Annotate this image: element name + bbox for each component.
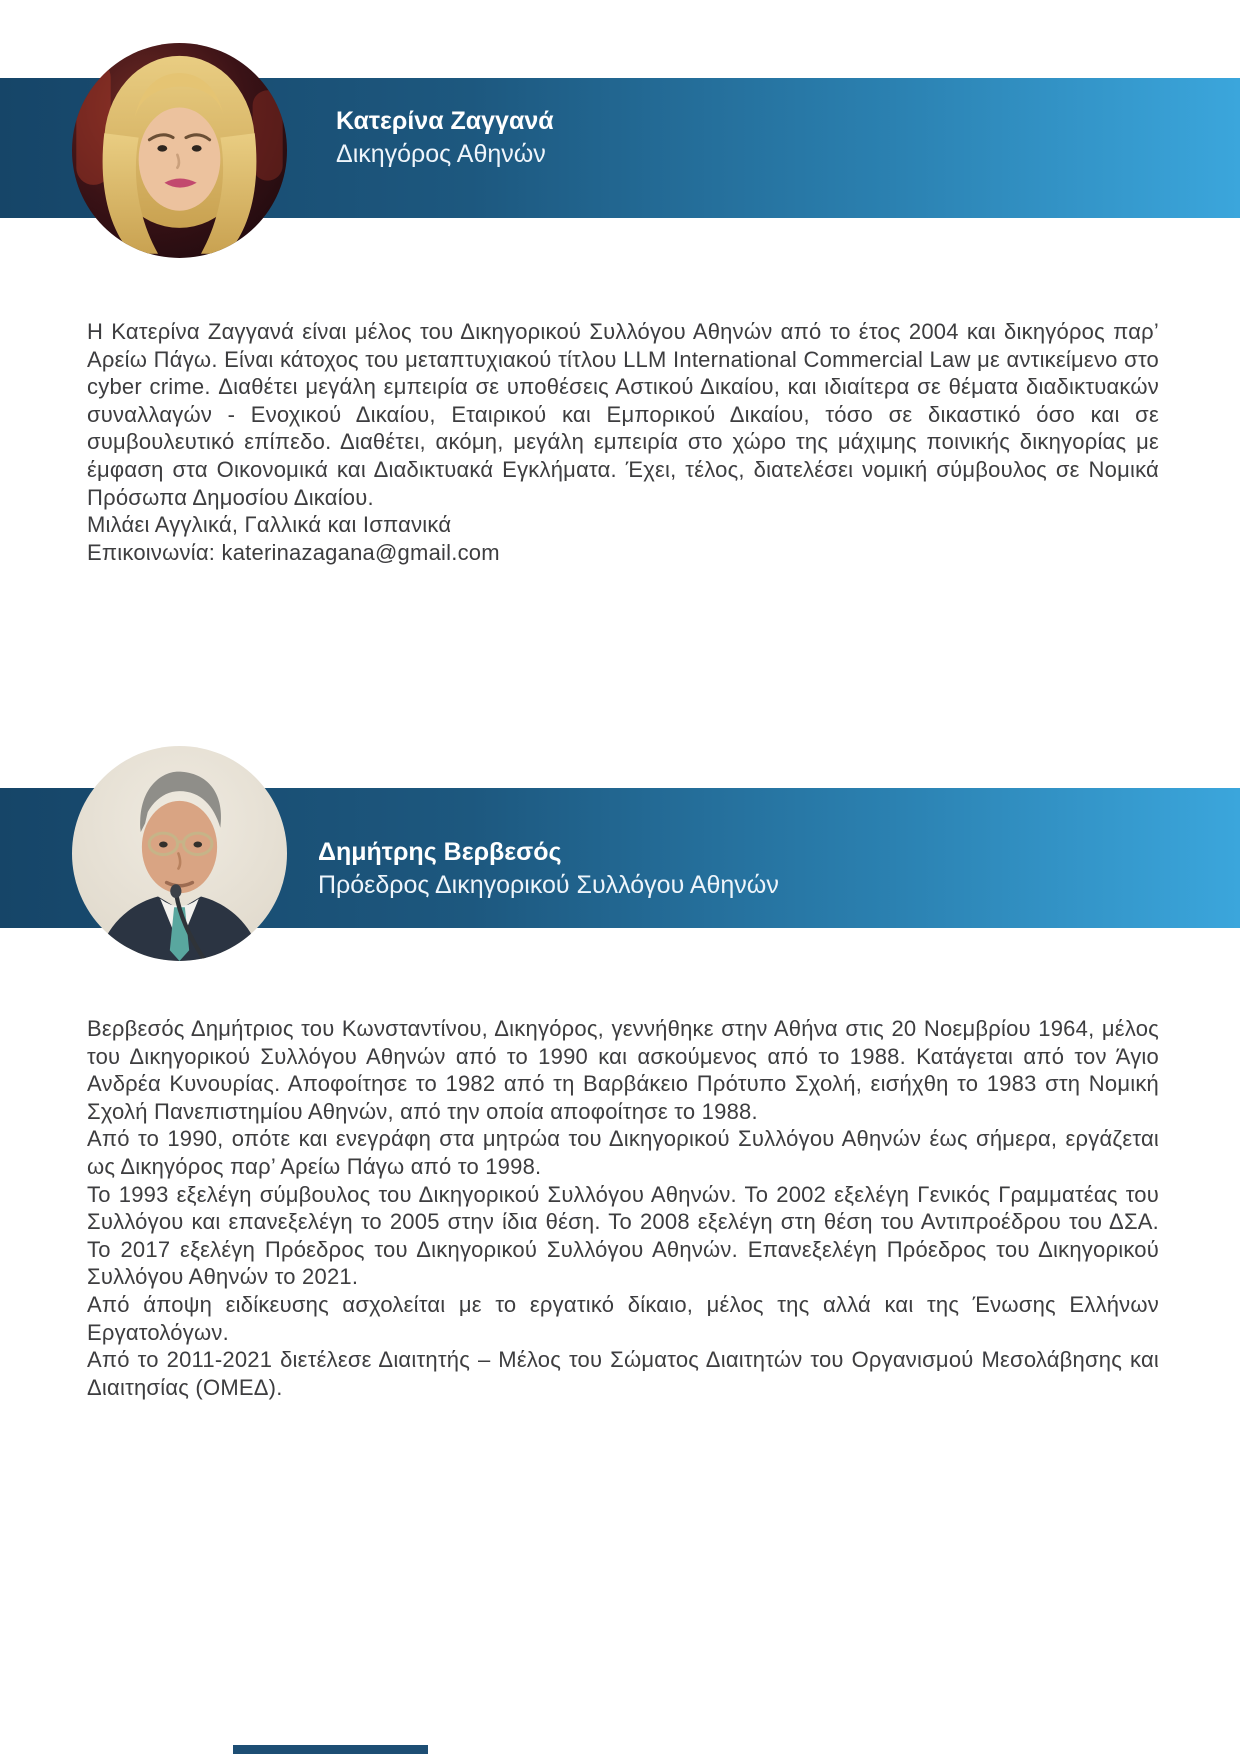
contact-email-link[interactable]: katerinazagana@gmail.com (221, 539, 500, 565)
contact-label: Επικοινωνία: (87, 539, 216, 565)
page-bottom-banner-fragment (233, 1745, 428, 1754)
bio-paragraph: Το 1993 εξελέγη σύμβουλος του Δικηγορικού Συλλόγου Αθηνών. Το 2002 εξελέγη Γενικός Γραμματέας του Συλλόγου και επανεξελέγη το 2005 στην ίδια θέση. Το 2008 εξελέγη στη θέση του Αντιπροέδρου του ΔΣΑ. Το 2017 εξελέγη Πρόεδρος του Δικηγορικού Συλλόγου Αθηνών. Επανεξελέγη Πρόεδρος του Δικηγορικού Συλλόγου Αθηνών το 2021. (87, 1181, 1159, 1290)
speaker-title: Δικηγόρος Αθηνών (336, 140, 546, 168)
speaker-name: Δημήτρης Βερβεσός (318, 838, 562, 866)
bio-dimitris-vervesos (87, 1015, 1159, 1401)
banner-text-dimitris-vervesos (318, 836, 779, 902)
bio-languages-line: Μιλάει Αγγλικά, Γαλλικά και Ισπανικά (87, 512, 452, 538)
profile-photo-katerina-zagana (72, 43, 287, 258)
bio-paragraph: Από το 2011-2021 διετέλεσε Διαιτητής – Μέλος του Σώματος Διαιτητών του Οργανισμού Μεσολάβησης και Διαιτησίας (ΟΜΕΔ). (87, 1347, 1159, 1400)
portrait-man-illustration (72, 746, 287, 961)
bio-contact-line (87, 539, 1159, 567)
speaker-title: Πρόεδρος Δικηγορικού Συλλόγου Αθηνών (318, 871, 779, 899)
bio-paragraph: Από άποψη ειδίκευσης ασχολείται με το εργατικό δίκαιο, μέλος της αλλά και της Ένωσης Ελλήνων Εργατολόγων. (87, 1291, 1159, 1345)
profile-photo-dimitris-vervesos (72, 746, 287, 961)
bio-katerina-zagana (87, 318, 1159, 566)
bio-paragraph: Η Κατερίνα Ζαγγανά είναι μέλος του Δικηγορικού Συλλόγου Αθηνών από το έτος 2004 και δικηγόρος παρ’ Αρείω Πάγω. Είναι κάτοχος του μεταπτυχιακού τίτλου LLM International Commercial Law με αντικείμενο στο cyber crime. Διαθέτει μεγάλη εμπειρία σε υποθέσεις Αστικού Δικαίου, και ιδιαίτερα σε θέματα διαδικτυακών συναλλαγών - Ενοχικού Δικαίου, Εταιρικού και Εμπορικού Δικαίου, τόσο σε δικαστικό όσο και σε συμβουλευτικό επίπεδο. Διαθέτει, ακόμη, μεγάλη εμπειρία στο χώρο της μάχιμης ποινικής δικηγορίας με έμφαση στα Οικονομικά και Διαδικτυακά Εγκλήματα. Έχει, τέλος, διατελέσει νομική σύμβουλος σε Νομικά Πρόσωπα Δημοσίου Δικαίου. (87, 319, 1159, 510)
speaker-name: Κατερίνα Ζαγγανά (336, 107, 554, 135)
portrait-woman-illustration (72, 43, 287, 258)
bio-paragraph: Από το 1990, οπότε και ενεγράφη στα μητρώα του Δικηγορικού Συλλόγου Αθηνών έως σήμερα, εργάζεται ως Δικηγόρος παρ’ Αρείω Πάγω από το 1998. (87, 1126, 1159, 1179)
banner-text-katerina-zagana (336, 105, 554, 171)
bio-paragraph: Βερβεσός Δημήτριος του Κωνσταντίνου, Δικηγόρος, γεννήθηκε στην Αθήνα στις 20 Νοεμβρίου 1964, μέλος του Δικηγορικού Συλλόγου Αθηνών από το 1990 και ασκούμενος από το 1988. Κατάγεται από τον Άγιο Ανδρέα Κυνουρίας. Αποφοίτησε το 1982 από τη Βαρβάκειο Πρότυπο Σχολή, εισήχθη το 1983 στη Νομική Σχολή Πανεπιστημίου Αθηνών, από την οποία αποφοίτησε το 1988. (87, 1016, 1159, 1124)
